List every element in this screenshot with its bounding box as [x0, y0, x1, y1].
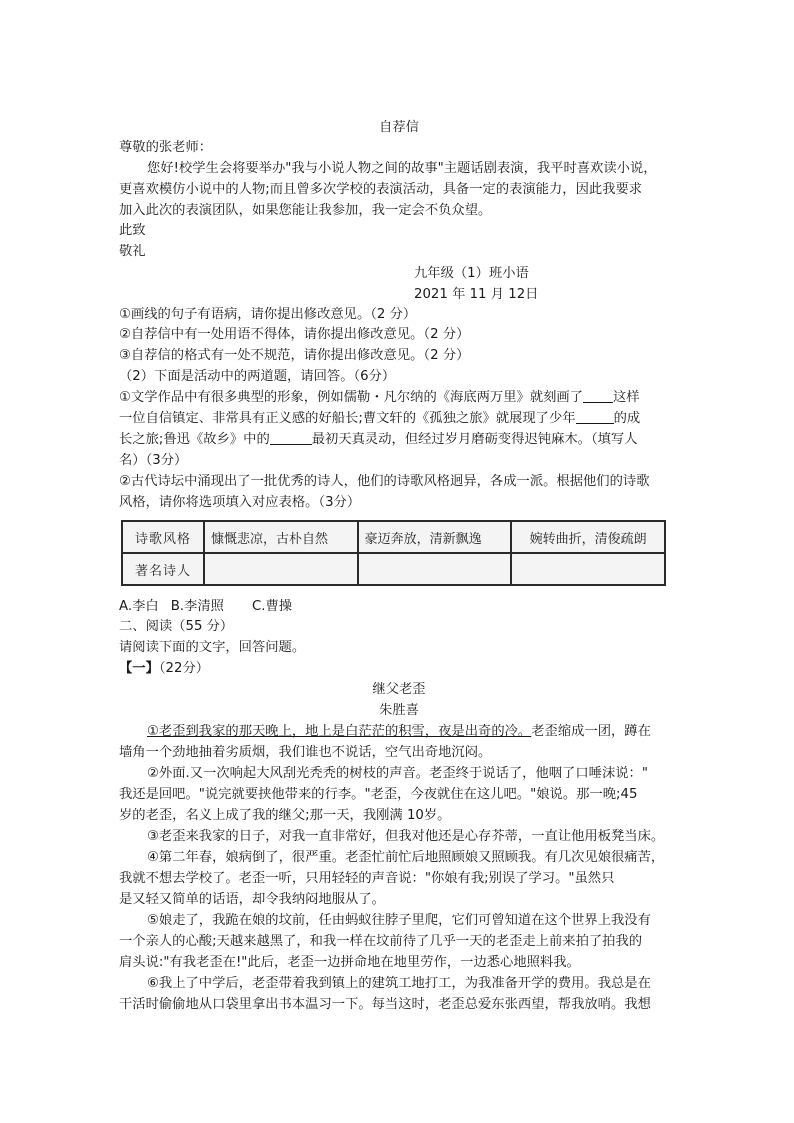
letter-body-line: 加入此次的表演团队，如果您能让我参加，我一定会不负众望。 — [119, 203, 492, 218]
paragraph-line: ⑥我上了中学后，老歪带着我到镇上的建筑工地打工，为我准备开学的费用。我总是在 — [147, 976, 651, 991]
question-text: ②古代诗坛中涌现出了一批优秀的诗人，他们的诗歌风格迥异，各成一派。根据他们的诗歌 — [119, 474, 650, 489]
paragraph-line: 干活时偷偷地从口袋里拿出书本温习一下。每当这时，老歪总爱东张西望，帮我放哨。我想 — [119, 997, 651, 1012]
letter-title: 自荐信 — [379, 120, 419, 135]
question-heading: （2）下面是活动中的两道题，请回答。（6分） — [119, 369, 396, 384]
table-row-header: 著名诗人 — [122, 553, 204, 585]
paragraph-line: 我还是回吧。"说完就要挟他带来的行李。"老歪，今夜就住在这儿吧。"娘说。那一晚;45 — [119, 787, 638, 802]
option-list — [119, 597, 679, 617]
answer-blank[interactable] — [270, 430, 312, 445]
paragraph-line: ②外面.又一次响起大风刮光秃秃的树枝的声音。老歪终于说话了，他咽了口唾沫说：" — [147, 766, 648, 781]
table-row — [122, 553, 665, 585]
table-cell: 慷慨悲凉，古朴自然 — [204, 521, 358, 553]
question-text: 风格，请你将选项填入对应表格。（3分） — [119, 495, 361, 510]
table-row — [122, 521, 665, 553]
poet-style-table — [121, 520, 666, 586]
story-author: 朱胜喜 — [379, 703, 419, 718]
paragraph-line: 我就不想去学校了。老歪一听，只用轻轻的声音说："你娘有我;别误了学习。"虽然只 — [119, 871, 615, 886]
paragraph-line: 是又轻又简单的话语，却令我纳闷地服从了。 — [119, 892, 385, 907]
question-item: ②自荐信中有一处用语不得体，请你提出修改意见。（2 分） — [119, 327, 470, 342]
story-title: 继父老歪 — [372, 682, 426, 697]
part-label: 【一】（22分） — [119, 661, 210, 676]
paragraph-line: 肩头说:"有我老歪在!"此后，老歪一边拼命地在地里劳作，一边悉心地照料我。 — [119, 955, 580, 970]
fill-blank-line: 一位自信镇定、非常具有正义感的好船长;曹文轩的《孤独之旅》就展现了少年 的成 — [119, 411, 641, 426]
answer-cell[interactable] — [511, 553, 665, 585]
table-row-header: 诗歌风格 — [122, 521, 204, 553]
fill-blank-line: 名）（3分） — [119, 453, 188, 468]
letter-closing: 此致 — [119, 223, 146, 238]
paragraph-line: ③老歪来我家的日子，对我一直非常好，但我对他还是心存芥蒂，一直让他用板凳当床。 — [147, 829, 665, 844]
table-cell: 婉转曲折，清俊疏朗 — [511, 521, 665, 553]
option-b: B.李清照 — [170, 599, 224, 614]
paragraph-line: 一个亲人的心酸;天越来越黑了，和我一样在坟前待了几乎一天的老歪走上前来拍了拍我的 — [119, 934, 643, 949]
letter-signature: 九年级（1）班小语 — [414, 266, 529, 281]
paragraph-line: ⑤娘走了，我跪在娘的坟前，任由蚂蚁往脖子里爬，它们可曾知道在这个世界上我没有 — [147, 913, 651, 928]
letter-salutation: 尊敬的张老师： — [119, 140, 213, 155]
letter-body-line: 您好!校学生会将要举办"我与小说人物之间的故事"主题话剧表演，我平时喜欢读小说， — [147, 161, 657, 176]
fill-blank-line: ①文学作品中有很多典型的形象，例如儒勒・凡尔纳的《海底两万里》就刻画了 这样 — [119, 390, 640, 405]
paragraph-line: 岁的老歪，名义上成了我的继父;那一天，我刚满 10岁。 — [119, 808, 451, 823]
paragraph-line: ①老歪到我家的那天晚上，地上是白茫茫的积雪，夜是出奇的冷。老歪缩成一团，蹲在 — [147, 724, 651, 739]
underlined-sentence: ①老歪到我家的那天晚上，地上是白茫茫的积雪，夜是出奇的冷。 — [147, 724, 532, 739]
answer-cell[interactable] — [204, 553, 358, 585]
option-a: A.李白 — [119, 599, 159, 614]
answer-blank[interactable] — [583, 388, 613, 403]
fill-blank-line: 长之旅;鲁迅《故乡》中的 最初天真灵动，但经过岁月磨砺变得迟钝麻木。（填写人 — [119, 432, 638, 447]
letter-date: 2021 年 11 月 12日 — [414, 287, 539, 302]
instruction: 请阅读下面的文字，回答问题。 — [119, 640, 306, 655]
option-c: C.曹操 — [251, 599, 293, 614]
letter-closing: 敬礼 — [119, 244, 146, 259]
letter-body-line: 更喜欢模仿小说中的人物;而且曾多次学校的表演活动，具备一定的表演能力，因此我要求 — [119, 182, 643, 197]
answer-blank[interactable] — [576, 409, 614, 424]
section-heading: 二、阅读（55 分） — [119, 619, 234, 634]
paragraph-line: ④第二年春，娘病倒了，很严重。老歪忙前忙后地照顾娘又照顾我。有几次见娘很痛苦， — [147, 850, 665, 865]
answer-cell[interactable] — [358, 553, 512, 585]
question-item: ③自荐信的格式有一处不规范，请你提出修改意见。（2 分） — [119, 348, 470, 363]
question-item: ①画线的句子有语病，请你提出修改意见。（2 分） — [119, 307, 417, 322]
table-cell: 豪迈奔放，清新飘逸 — [358, 521, 512, 553]
paragraph-line: 墙角一个劲地抽着劣质烟，我们谁也不说话，空气出奇地沉闷。 — [119, 745, 492, 760]
